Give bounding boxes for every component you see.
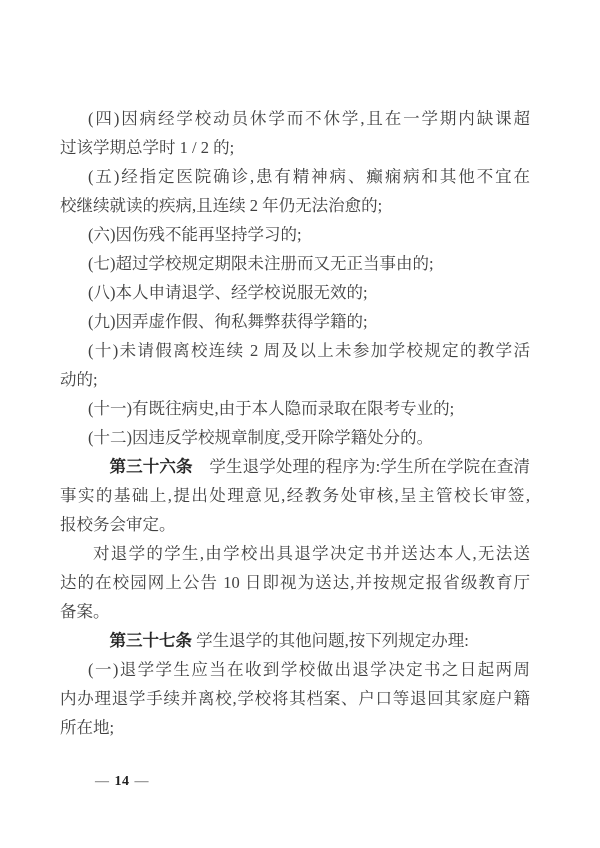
paragraph <box>60 394 530 423</box>
text-run: 学生退学的其他问题,按下列规定办理: <box>192 631 469 650</box>
text-line <box>60 307 530 336</box>
text-run: 动的; <box>60 370 98 389</box>
text-run: (五)经指定医院确诊,患有精神病、癫痫病和其他不宜在 <box>88 167 530 186</box>
paragraph <box>60 162 530 220</box>
paragraph <box>60 104 530 162</box>
text-run: (一)退学学生应当在收到学校做出退学决定书之日起两周 <box>88 660 530 679</box>
text-run: (四)因病经学校动员休学而不休学,且在一学期内缺课超 <box>88 109 530 128</box>
text-line <box>60 452 530 481</box>
article-number: 第三十六条 <box>109 457 193 476</box>
document-body <box>60 104 530 742</box>
text-line <box>60 394 530 423</box>
page-number: 14 <box>114 774 130 789</box>
text-run: 过该学期总学时 1 / 2 的; <box>60 138 235 157</box>
text-line <box>60 597 530 626</box>
paragraph <box>60 655 530 742</box>
text-run: 备案。 <box>60 602 110 621</box>
text-run: (七)超过学校规定期限未注册而又无正当事由的; <box>88 254 434 273</box>
text-run: 内办理退学手续并离校,学校将其档案、户口等退回其家庭户籍 <box>60 689 530 708</box>
paragraph <box>60 626 530 655</box>
text-line <box>60 336 530 365</box>
text-line <box>60 278 530 307</box>
text-line <box>60 626 530 655</box>
text-run: 报校务会审定。 <box>60 515 176 534</box>
text-run: 达的在校园网上公告 10 日即视为送达,并按规定报省级教育厅 <box>60 573 530 592</box>
article-number: 第三十七条 <box>109 631 192 650</box>
text-line <box>60 365 530 394</box>
paragraph <box>60 336 530 394</box>
paragraph <box>60 307 530 336</box>
footer-left-dash: — <box>95 774 110 789</box>
text-line <box>60 220 530 249</box>
text-line <box>60 249 530 278</box>
text-run: 学生退学处理的程序为:学生所在学院在查清 <box>192 457 530 476</box>
paragraph <box>60 539 530 626</box>
text-run: 对退学的学生,由学校出具退学决定书并送达本人,无法送 <box>93 544 530 563</box>
text-run: (十)未请假离校连续 2 周及以上未参加学校规定的教学活 <box>88 341 530 360</box>
text-line <box>60 568 530 597</box>
text-line <box>60 539 530 568</box>
text-run: 所在地; <box>60 718 115 737</box>
text-line <box>60 133 530 162</box>
paragraph <box>60 220 530 249</box>
text-line <box>60 510 530 539</box>
paragraph <box>60 423 530 452</box>
text-line <box>60 713 530 742</box>
paragraph <box>60 278 530 307</box>
text-run: (八)本人申请退学、经学校说服无效的; <box>88 283 368 302</box>
text-line <box>60 162 530 191</box>
text-line <box>60 104 530 133</box>
text-run: 事实的基础上,提出处理意见,经教务处审核,呈主管校长审签, <box>60 486 530 505</box>
text-run: (六)因伤残不能再坚持学习的; <box>88 225 302 244</box>
paragraph <box>60 249 530 278</box>
text-run: (十一)有既往病史,由于本人隐而录取在限考专业的; <box>88 399 455 418</box>
text-line <box>60 423 530 452</box>
text-line <box>60 655 530 684</box>
paragraph <box>60 452 530 539</box>
text-run: (十二)因违反学校规章制度,受开除学籍处分的。 <box>88 428 434 447</box>
text-run: 校继续就读的疾病,且连续 2 年仍无法治愈的; <box>60 196 383 215</box>
page-footer <box>95 772 149 792</box>
text-run: (九)因弄虚作假、徇私舞弊获得学籍的; <box>88 312 368 331</box>
text-line <box>60 481 530 510</box>
text-line <box>60 684 530 713</box>
text-line <box>60 191 530 220</box>
footer-right-dash: — <box>134 774 149 789</box>
